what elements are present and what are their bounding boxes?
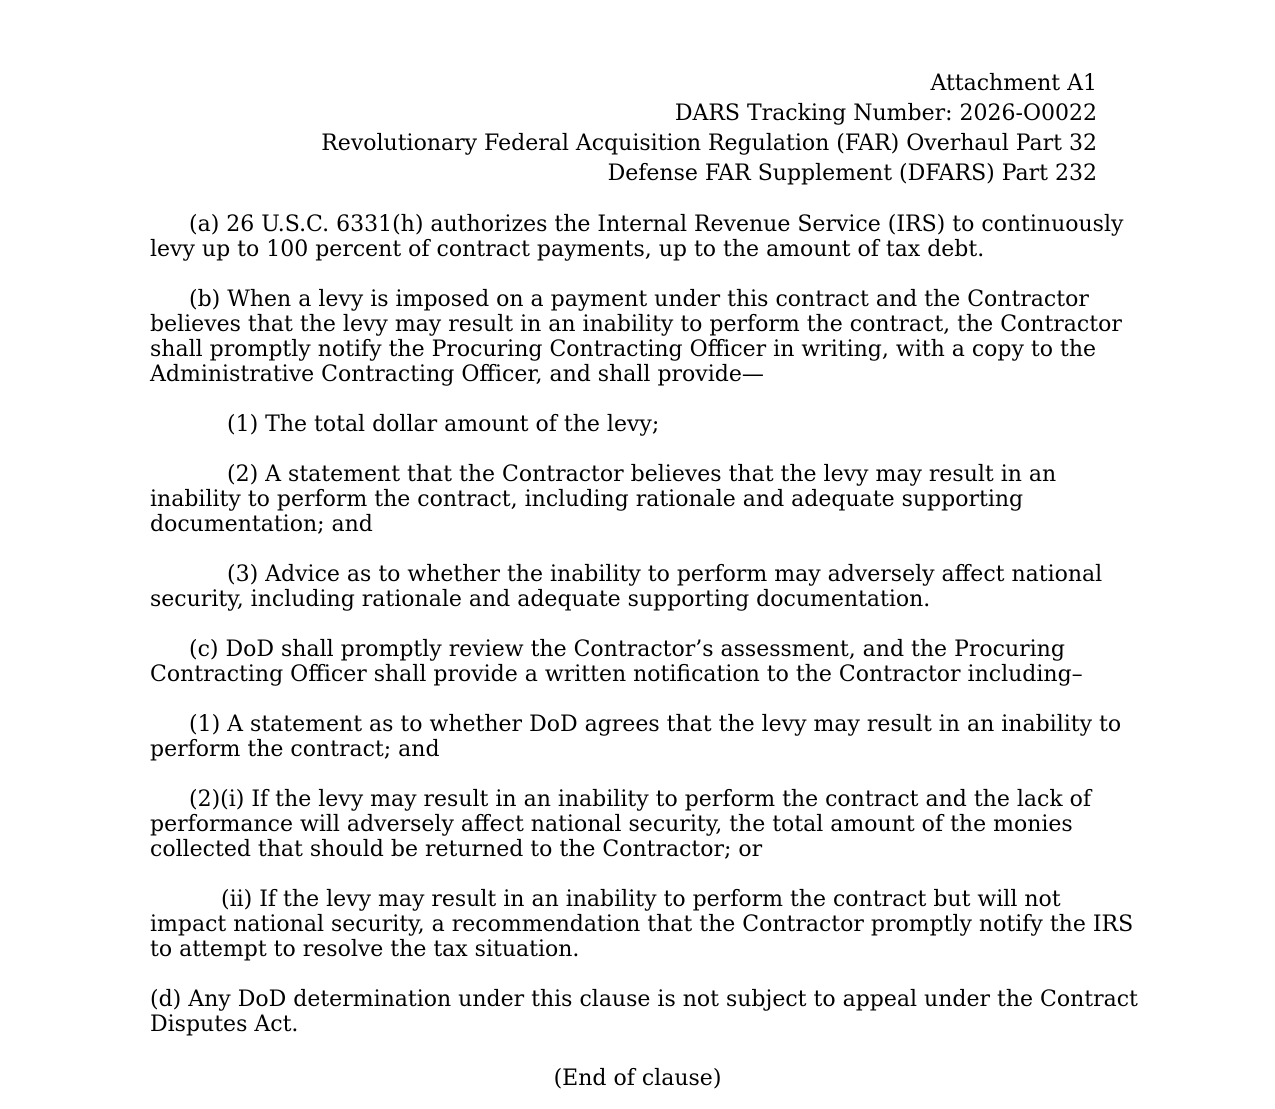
dfars-part: Defense FAR Supplement (DFARS) Part 232 xyxy=(607,161,1097,186)
paragraph-b-2: (2) A statement that the Contractor believes that the levy may result in an inability to perform the contract, including rationale and adequate supporting documentation; and xyxy=(150,462,1057,537)
document-header xyxy=(321,69,1097,189)
paragraph-d: (d) Any DoD determination under this clause is not subject to appeal under the Contract Disputes Act. xyxy=(150,987,1138,1037)
paragraph-c-1: (1) A statement as to whether DoD agrees that the levy may result in an inability to perform the contract; and xyxy=(150,712,1122,762)
tracking-number: DARS Tracking Number: 2026-O0022 xyxy=(674,101,1097,126)
paragraph-c-2-i: (2)(i) If the levy may result in an inability to perform the contract and the lack of performance will adversely affect national security, the total amount of the monies collected that should be returned to the Contractor; or xyxy=(150,787,1092,862)
paragraph-b-1: (1) The total dollar amount of the levy; xyxy=(227,412,660,437)
attachment-label: Attachment A1 xyxy=(930,71,1097,96)
paragraph-a: (a) 26 U.S.C. 6331(h) authorizes the Internal Revenue Service (IRS) to continuously levy up to 100 percent of contract payments, up to the amount of tax debt. xyxy=(150,212,1124,262)
end-of-clause: (End of clause) xyxy=(553,1066,722,1091)
paragraph-b: (b) When a levy is imposed on a payment under this contract and the Contractor believes that the levy may result in an inability to perform the contract, the Contractor shall promptly notify the Procuring Contracting Officer in writing, with a copy to the Administrative Contracting Officer, and shall provide— xyxy=(150,287,1122,387)
far-part: Revolutionary Federal Acquisition Regulation (FAR) Overhaul Part 32 xyxy=(321,131,1097,156)
paragraph-b-3: (3) Advice as to whether the inability to perform may adversely affect national security, including rationale and adequate supporting documentation. xyxy=(150,562,1103,612)
paragraph-c-2-ii: (ii) If the levy may result in an inability to perform the contract but will not impact national security, a recommendation that the Contractor promptly notify the IRS to attempt to resolve the tax situation. xyxy=(150,887,1134,962)
clause-body xyxy=(150,212,1140,1062)
paragraph-c: (c) DoD shall promptly review the Contractor’s assessment, and the Procuring Contracting Officer shall provide a written notification to the Contractor including– xyxy=(150,637,1083,687)
